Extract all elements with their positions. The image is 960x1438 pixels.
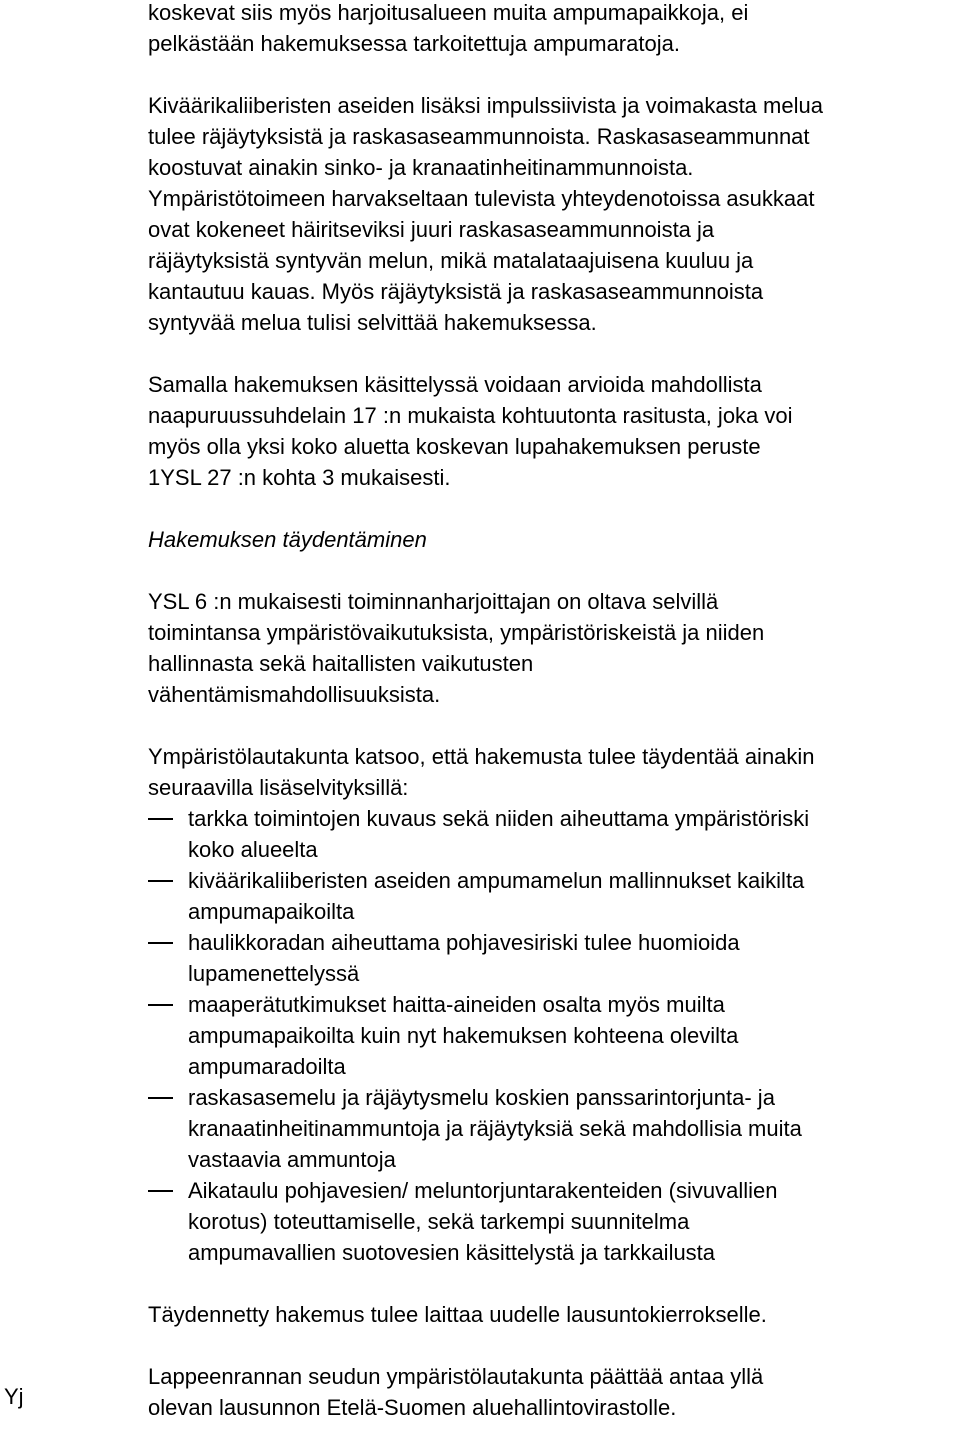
text-line: YSL 6 :n mukaisesti toiminnanharjoittajan on oltava selvillä [148, 589, 719, 614]
text-line: syntyvää melua tulisi selvittää hakemuksessa. [148, 310, 597, 335]
paragraph-new-round: Täydennetty hakemus tulee laittaa uudelle lausuntokierrokselle. [148, 1302, 767, 1327]
dash-bullet-icon [148, 1190, 173, 1192]
list-item: raskasasemelu ja räjäytysmelu koskien panssarintorjunta- ja kranaatinheitinammuntoja ja räjäytyksiä sekä mahdollisia muita vastaavia ammuntoja [148, 1082, 960, 1175]
paragraph-decision [148, 1361, 960, 1423]
dash-bullet-icon [148, 1097, 173, 1099]
text-line: koostuvat ainakin sinko- ja kranaatinheitinammunnoista. [148, 155, 694, 180]
margin-code: Yj [4, 1384, 24, 1409]
dash-bullet-icon [148, 880, 173, 882]
text-line: räjäytyksistä syntyvän melun, mikä matalataajuisena kuuluu ja [148, 248, 754, 273]
text-line: kantautuu kauas. Myös räjäytyksistä ja raskasaseammunnoista [148, 279, 764, 304]
text-line: Ympäristötoimeen harvakseltaan tulevista yhteydenotoissa asukkaat [148, 186, 815, 211]
list-item: kiväärikaliiberisten aseiden ampumamelun mallinnukset kaikilta ampumapaikoilta [148, 865, 960, 927]
text-line: koskevat siis myös harjoitusalueen muita ampumapaikkoja, ei [148, 0, 749, 25]
text-line: toimintansa ympäristövaikutuksista, ympäristöriskeistä ja niiden [148, 620, 765, 645]
dash-bullet-icon [148, 818, 173, 820]
text-line: hallinnasta sekä haitallisten vaikutusten [148, 651, 534, 676]
text-line: tulee räjäytyksistä ja raskasaseammunnoista. Raskasaseammunnat [148, 124, 810, 149]
text-line: Samalla hakemuksen käsittelyssä voidaan arvioida mahdollista [148, 372, 762, 397]
text-line: Lappeenrannan seudun ympäristölautakunta päättää antaa yllä [148, 1364, 764, 1389]
list-item: Aikataulu pohjavesien/ meluntorjuntarakenteiden (sivuvallien korotus) toteuttamiselle, sekä tarkempi suunnitelma ampumavallien suotovesien käsittelystä ja tarkkailusta [148, 1175, 960, 1268]
text-line: vähentämismahdollisuuksista. [148, 682, 441, 707]
list-item: maaperätutkimukset haitta-aineiden osalta myös muilta ampumapaikoilta kuin nyt hakemuksen kohteena olevilta ampumaradoilta [148, 989, 960, 1082]
text-line: olevan lausunnon Etelä-Suomen aluehallintovirastolle. [148, 1395, 677, 1420]
requirements-list [148, 803, 960, 1268]
paragraph-committee-view [148, 741, 960, 803]
text-line: 1YSL 27 :n kohta 3 mukaisesti. [148, 465, 451, 490]
text-line: myös olla yksi koko aluetta koskevan lupahakemuksen peruste [148, 434, 761, 459]
text-line: Kiväärikaliiberisten aseiden lisäksi impulssiivista ja voimakasta melua [148, 93, 823, 118]
text-line: naapuruussuhdelain 17 :n mukaista kohtuutonta rasitusta, joka voi [148, 403, 793, 428]
text-line: ovat kokeneet häiritseviksi juuri raskasaseammunnoista ja [148, 217, 715, 242]
list-item: tarkka toimintojen kuvaus sekä niiden aiheuttama ympäristöriski koko alueelta [148, 803, 960, 865]
text-line: seuraavilla lisäselvityksillä: [148, 775, 409, 800]
document-body [148, 0, 960, 1423]
list-item: haulikkoradan aiheuttama pohjavesiriski tulee huomioida lupamenettelyssä [148, 927, 960, 989]
dash-bullet-icon [148, 942, 173, 944]
text-line: Ympäristölautakunta katsoo, että hakemusta tulee täydentää ainakin [148, 744, 815, 769]
section-heading: Hakemuksen täydentäminen [148, 527, 427, 552]
paragraph-heavy-weapons-noise [148, 90, 960, 338]
paragraph-neighbour-law [148, 369, 960, 493]
text-line: pelkästään hakemuksessa tarkoitettuja ampumaratoja. [148, 31, 680, 56]
dash-bullet-icon [148, 1004, 173, 1006]
paragraph-range-scope [148, 0, 960, 59]
paragraph-ysl6 [148, 586, 960, 710]
